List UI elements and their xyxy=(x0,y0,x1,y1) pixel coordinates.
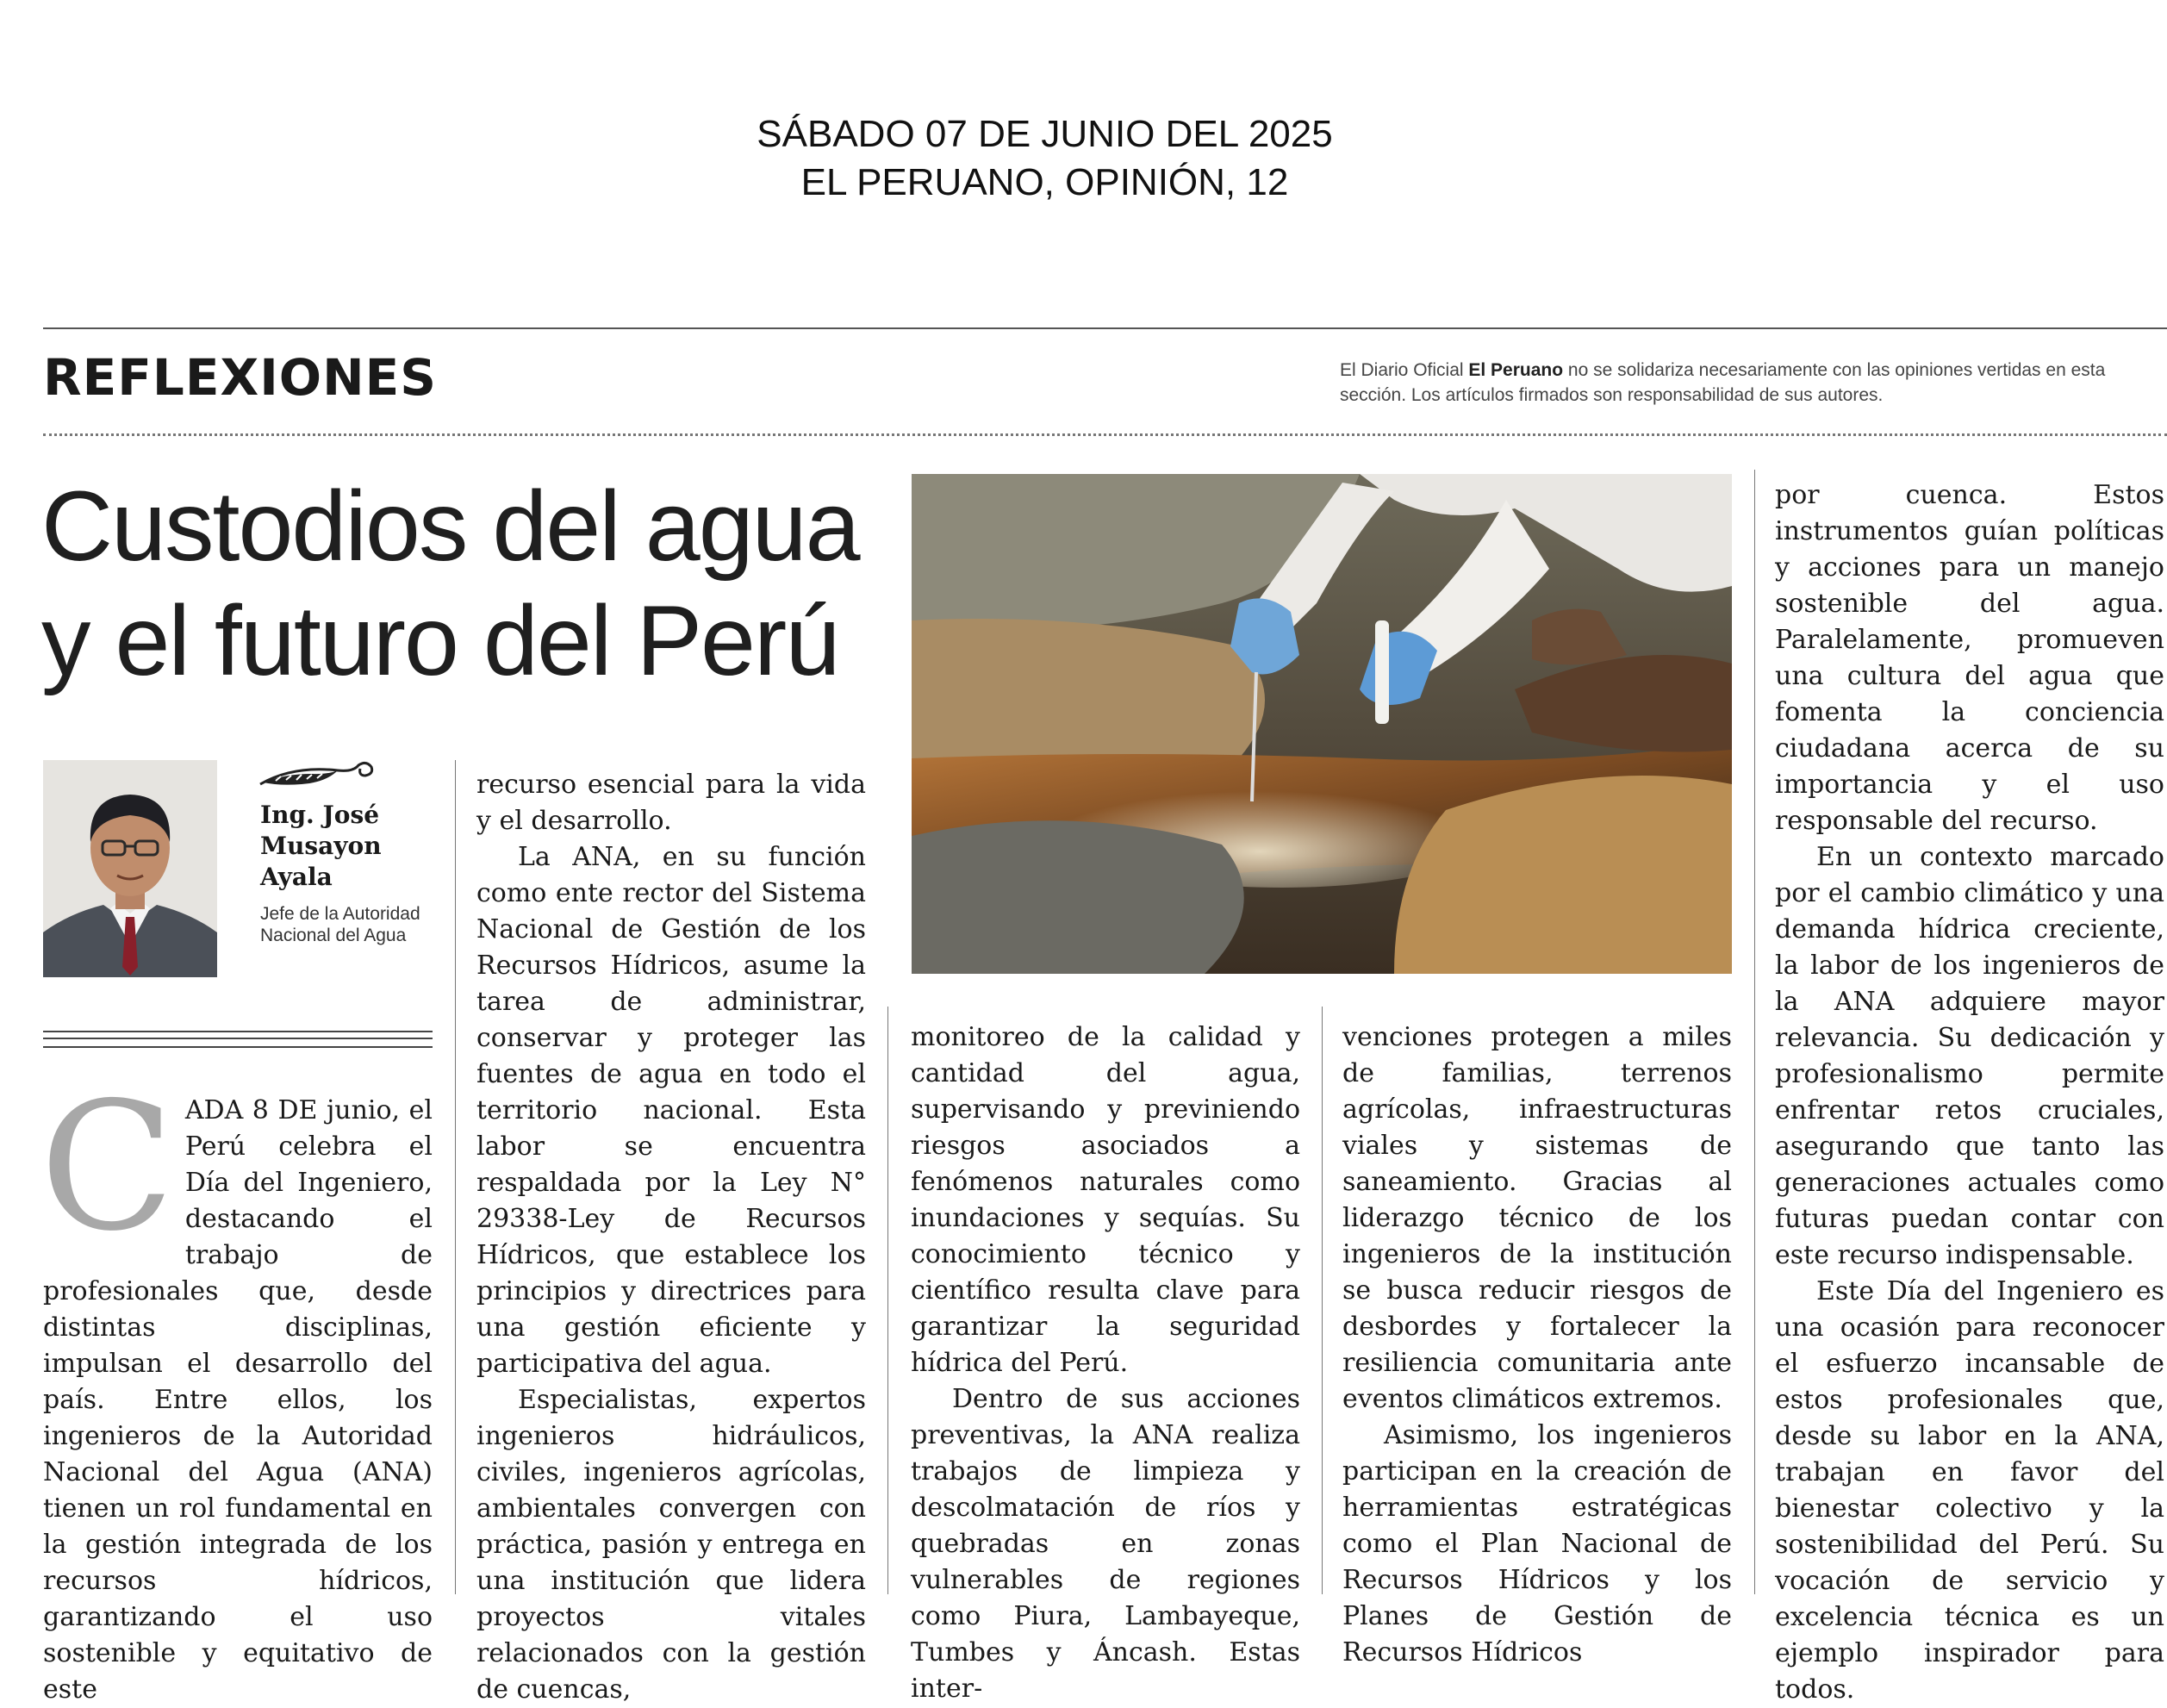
paragraph: Dentro de sus acciones preventivas, la ANA realiza trabajos de limpieza y descolmatación de ríos y quebradas en zonas vulnerables de regiones como Piura, Lambayeque, Tumbes y Áncash. Estas inter- xyxy=(911,1384,1300,1704)
author-name-line-3: Ayala xyxy=(260,863,333,891)
author-name-line-2: Musayon xyxy=(260,832,382,860)
author-name xyxy=(260,800,433,893)
paragraph: La ANA, en su función como ente rector del Sistema Nacional de Gestión de los Recursos Hídricos, asume la tarea de administrar, conservar y proteger las fuentes de agua en todo el territorio nacional. Esta labor se encuentra respaldada por la Ley N° 29338-Ley de Recursos Hídricos, que establece los principios y directrices para una gestión eficiente y participativa del agua. xyxy=(476,842,866,1379)
article-column-1 xyxy=(40,1065,433,1708)
drop-cap: C xyxy=(40,1065,175,1270)
source-line: EL PERUANO, OPINIÓN, 12 xyxy=(800,161,1289,203)
column-divider xyxy=(455,760,456,1594)
author-role: Jefe de la Autoridad Nacional del Agua xyxy=(260,904,420,945)
author-name-line-1: Ing. José xyxy=(260,801,380,829)
section-title: REFLEXIONES xyxy=(43,348,438,407)
paragraph: Asimismo, los ingenieros participan en la creación de herramientas estratégicas como el Plan Nacional de Recursos Hídricos y los Planes de Gestión de Recursos Hídricos xyxy=(1342,1420,1732,1667)
water-sampling-photo xyxy=(912,474,1732,974)
article-column-2 xyxy=(476,767,866,1708)
headline-line-1: Custodios del agua xyxy=(41,471,859,582)
quill-ornament-icon xyxy=(258,758,375,796)
disclaimer-newspaper-name: El Peruano xyxy=(1468,360,1564,380)
section-disclaimer xyxy=(1340,358,2167,408)
paragraph: Especialistas, expertos ingenieros hidráulicos, civiles, ingenieros agrícolas, ambientales convergen con práctica, pasión y entrega en una institución que lidera proyectos vitales relacionados con la gestión de cuencas, xyxy=(476,1385,866,1705)
byline-divider xyxy=(43,1031,433,1048)
column-divider xyxy=(887,1007,888,1594)
dotted-divider xyxy=(43,433,2167,436)
disclaimer-text-pre: El Diario Oficial xyxy=(1340,360,1469,380)
paragraph: En un contexto marcado por el cambio climático y una demanda hídrica creciente, la labor de los ingenieros de la ANA adquiere mayor relevancia. Su dedicación y profesionalismo permite enfrentar retos cruciales, asegurando que tanto las generaciones actuales como futuras puedan contar con este recurso indispensable. xyxy=(1775,842,2164,1270)
page-dateline xyxy=(0,110,2089,207)
author-portrait xyxy=(43,760,217,977)
article-column-3 xyxy=(911,1019,1300,1707)
article-headline xyxy=(41,470,912,699)
top-rule xyxy=(43,327,2167,329)
paragraph: Este Día del Ingeniero es una ocasión para reconocer el esfuerzo incansable de estos profesionales que, desde su labor en la ANA, trabajan en favor del bienestar colectivo y la sostenibilidad del Perú. Su vocación de servicio y excelencia técnica es un ejemplo inspirador para todos. xyxy=(1775,1276,2164,1705)
paragraph: monitoreo de la calidad y cantidad del agua, supervisando y previniendo riesgos asociados a fenómenos naturales como inundaciones y sequías. Su conocimiento técnico y científico resulta clave para garantizar la seguridad hídrica del Perú. xyxy=(911,1022,1300,1378)
article-column-4 xyxy=(1342,1019,1732,1671)
column-divider xyxy=(1322,1007,1323,1594)
disclaimer-text-post: no se solidariza necesariamente con las opiniones vertidas en esta sección. Los artículos firmados son responsabilidad de sus autores. xyxy=(1340,360,2106,405)
paragraph: recurso esencial para la vida y el desarrollo. xyxy=(476,770,866,836)
column-divider xyxy=(1754,470,1755,1594)
article-column-5 xyxy=(1775,477,2164,1708)
paragraph: venciones protegen a miles de familias, terrenos agrícolas, infraestructuras viales y sistemas de saneamiento. Gracias al liderazgo técnico de los ingenieros de la institución se busca reducir riesgos de desbordes y fortalecer la resiliencia comunitaria ante eventos climáticos extremos. xyxy=(1342,1022,1732,1414)
date-line: SÁBADO 07 DE JUNIO DEL 2025 xyxy=(757,113,1333,155)
paragraph: ADA 8 DE junio, el Perú celebra el Día del Ingeniero, destacando el trabajo de profesionales que, desde distintas disciplinas, impulsan el desarrollo del país. Entre ellos, los ingenieros de la Autoridad Nacional del Agua (ANA) tienen un rol fundamental en la gestión integrada de los recursos hídricos, garantizando el uso sostenible y equitativo de este xyxy=(43,1095,433,1705)
headline-line-2: y el futuro del Perú xyxy=(41,586,839,696)
paragraph: por cuenca. Estos instrumentos guían políticas y acciones para un manejo sostenible del agua. Paralelamente, promueven una cultura del agua que fomenta la conciencia ciudadana acerca de su importancia y el uso responsable del recurso. xyxy=(1775,480,2164,836)
